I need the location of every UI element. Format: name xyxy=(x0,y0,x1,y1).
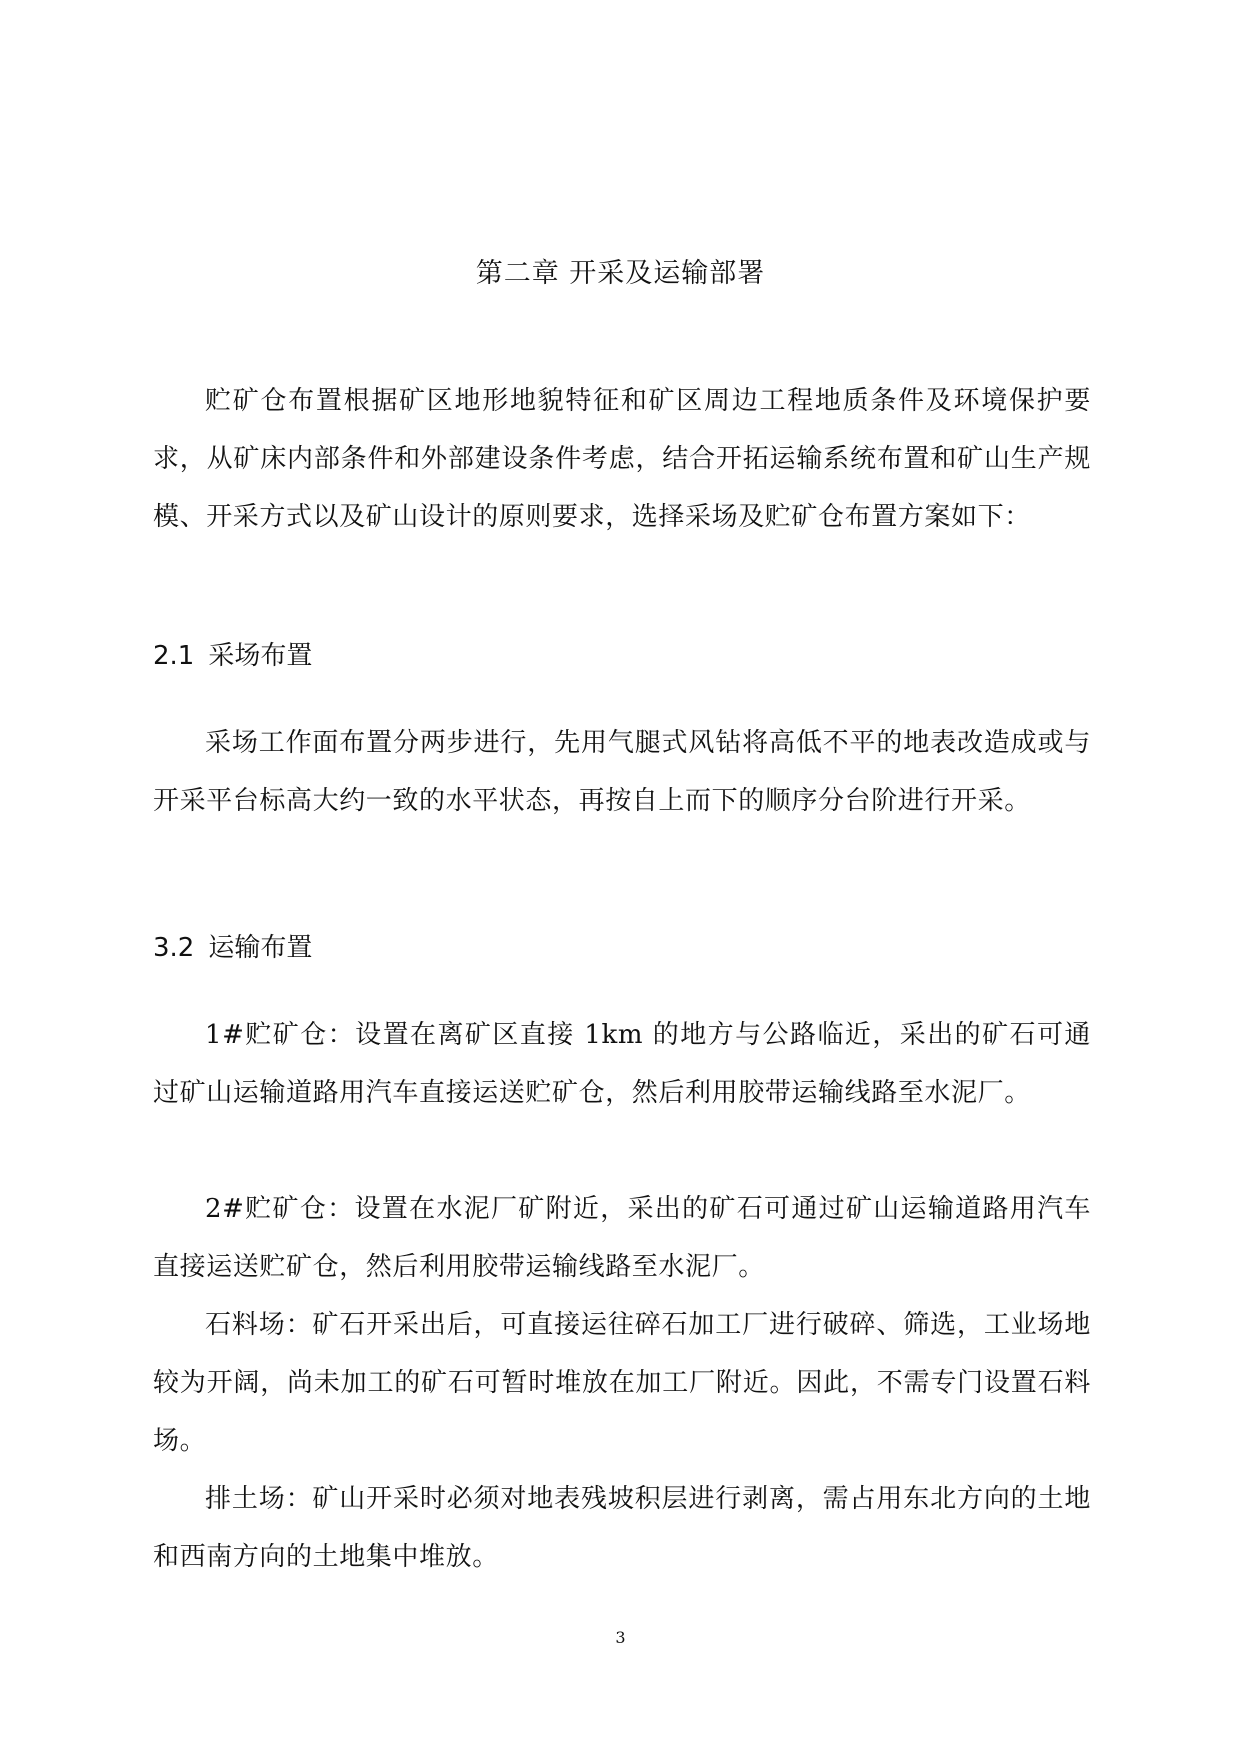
section-number: 2.1 xyxy=(153,641,195,671)
page-number: 3 xyxy=(615,1628,626,1647)
section-number: 3.2 xyxy=(153,933,195,963)
intro-paragraph: 贮矿仓布置根据矿区地形地貌特征和矿区周边工程地质条件及环境保护要求，从矿床内部条件和外部建设条件考虑，结合开拓运输系统布置和矿山生产规模、开采方式以及矿山设计的原则要求，选择采场及贮矿仓布置方案如下： xyxy=(153,386,1091,532)
section-title: 采场布置 xyxy=(208,641,313,671)
dump-site-paragraph: 排土场：矿山开采时必须对地表残坡积层进行剥离，需占用东北方向的土地和西南方向的土地集中堆放。 xyxy=(153,1484,1091,1572)
storage-bin-1-paragraph: 1#贮矿仓：设置在离矿区直接 1km 的地方与公路临近，采出的矿石可通过矿山运输道路用汽车直接运送贮矿仓，然后利用胶带运输线路至水泥厂。 xyxy=(153,1020,1091,1108)
storage-bin-2-paragraph: 2#贮矿仓：设置在水泥厂矿附近，采出的矿石可通过矿山运输道路用汽车直接运送贮矿仓，然后利用胶带运输线路至水泥厂。 xyxy=(153,1194,1091,1282)
section-heading-3-2 xyxy=(153,928,1091,968)
section-title: 运输布置 xyxy=(208,933,313,963)
chapter-title: 第二章 开采及运输部署 xyxy=(475,258,766,289)
section-heading-2-1 xyxy=(153,636,1091,676)
stone-yard-paragraph: 石料场：矿石开采出后，可直接运往碎石加工厂进行破碎、筛选，工业场地较为开阔，尚未加工的矿石可暂时堆放在加工厂附近。因此，不需专门设置石料场。 xyxy=(153,1310,1091,1456)
mining-layout-paragraph: 采场工作面布置分两步进行，先用气腿式风钻将高低不平的地表改造成或与开采平台标高大约一致的水平状态，再按自上而下的顺序分台阶进行开采。 xyxy=(153,728,1091,816)
